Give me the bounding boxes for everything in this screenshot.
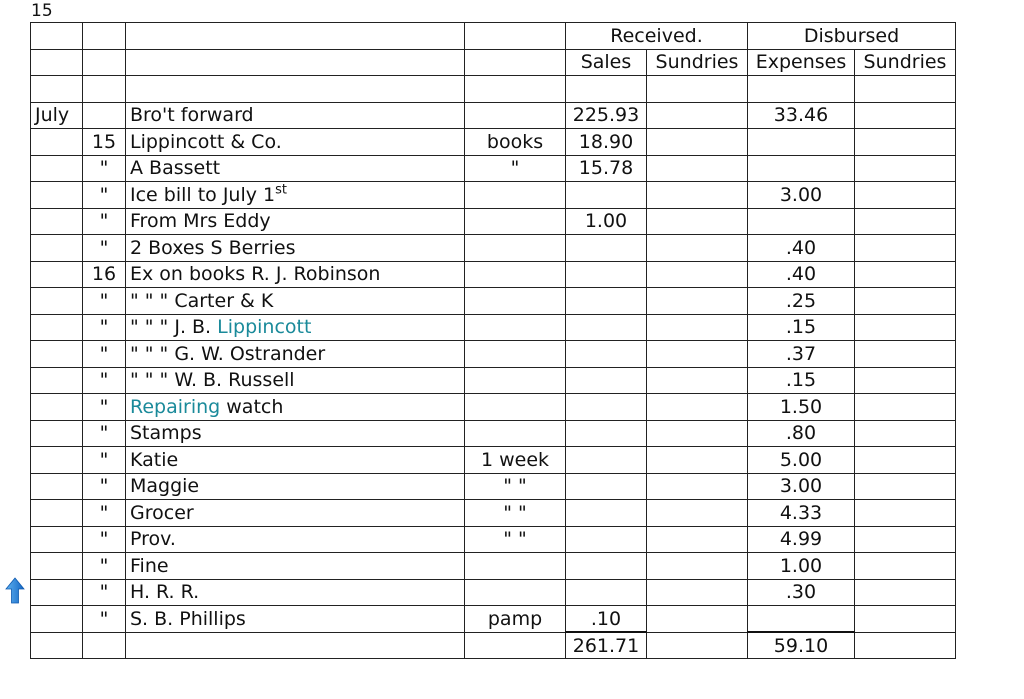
note-cell: books bbox=[465, 129, 566, 156]
disbursed-sundries-cell bbox=[855, 579, 956, 606]
month-cell bbox=[31, 155, 83, 182]
sales-cell: 225.93 bbox=[566, 102, 647, 129]
disbursed-sundries-cell bbox=[855, 102, 956, 129]
blank-cell bbox=[31, 76, 83, 103]
month-cell bbox=[31, 526, 83, 553]
header-cell bbox=[31, 23, 83, 50]
note-cell bbox=[465, 579, 566, 606]
description-cell bbox=[126, 473, 465, 500]
day-cell: " bbox=[83, 579, 126, 606]
received-sundries-cell bbox=[647, 288, 748, 315]
description-text: Lippincott & Co. bbox=[130, 130, 282, 153]
day-cell: 16 bbox=[83, 261, 126, 288]
received-sundries-cell bbox=[647, 367, 748, 394]
day-cell bbox=[83, 102, 126, 129]
sales-cell bbox=[566, 526, 647, 553]
expenses-cell: 1.50 bbox=[748, 394, 855, 421]
blank-row bbox=[31, 76, 956, 103]
note-cell bbox=[465, 394, 566, 421]
disbursed-header: Disbursed bbox=[748, 23, 956, 50]
received-sundries-cell bbox=[647, 235, 748, 262]
month-cell bbox=[31, 235, 83, 262]
sales-cell: 15.78 bbox=[566, 155, 647, 182]
blank-cell bbox=[465, 76, 566, 103]
ledger-row bbox=[31, 182, 956, 209]
description-text: " " " J. B. bbox=[130, 316, 218, 339]
description-cell bbox=[126, 182, 465, 209]
received-sundries-cell bbox=[647, 261, 748, 288]
description-text: 2 Boxes S Berries bbox=[130, 236, 296, 259]
disbursed-sundries-cell bbox=[855, 288, 956, 315]
month-cell bbox=[31, 420, 83, 447]
sales-cell: .10 bbox=[566, 606, 647, 633]
description-text: watch bbox=[220, 395, 284, 418]
month-cell bbox=[31, 341, 83, 368]
expenses-cell: 3.00 bbox=[748, 473, 855, 500]
blank-cell bbox=[126, 632, 465, 659]
sales-cell bbox=[566, 288, 647, 315]
description-text: Maggie bbox=[130, 475, 200, 498]
header-cell bbox=[83, 49, 126, 76]
disbursed-sundries-cell bbox=[855, 341, 956, 368]
month-cell bbox=[31, 447, 83, 474]
description-text: A Bassett bbox=[130, 157, 221, 180]
disbursed-sundries-header: Sundries bbox=[855, 49, 956, 76]
description-cell bbox=[126, 314, 465, 341]
disbursed-sundries-cell bbox=[855, 314, 956, 341]
month-cell bbox=[31, 394, 83, 421]
disbursed-sundries-cell bbox=[855, 473, 956, 500]
description-cell bbox=[126, 261, 465, 288]
description-cell bbox=[126, 102, 465, 129]
expenses-total: 59.10 bbox=[748, 632, 855, 659]
expenses-cell: 4.33 bbox=[748, 500, 855, 527]
ledger-table bbox=[30, 22, 956, 659]
received-sundries-cell bbox=[647, 447, 748, 474]
ledger-row bbox=[31, 341, 956, 368]
expenses-cell: 1.00 bbox=[748, 553, 855, 580]
header-cell bbox=[31, 49, 83, 76]
received-sundries-cell bbox=[647, 579, 748, 606]
received-sundries-cell bbox=[647, 553, 748, 580]
received-sundries-cell bbox=[647, 341, 748, 368]
disbursed-sundries-cell bbox=[855, 420, 956, 447]
header-cell bbox=[83, 23, 126, 50]
blank-cell bbox=[566, 76, 647, 103]
sales-cell bbox=[566, 394, 647, 421]
disbursed-sundries-cell bbox=[855, 261, 956, 288]
description-cell bbox=[126, 579, 465, 606]
sales-cell bbox=[566, 420, 647, 447]
expenses-cell: .40 bbox=[748, 261, 855, 288]
sales-cell bbox=[566, 367, 647, 394]
ledger-row bbox=[31, 420, 956, 447]
disbursed-sundries-cell bbox=[855, 526, 956, 553]
expenses-cell bbox=[748, 129, 855, 156]
ledger-row bbox=[31, 500, 956, 527]
month-cell bbox=[31, 606, 83, 633]
description-cell bbox=[126, 394, 465, 421]
disbursed-sundries-cell bbox=[855, 447, 956, 474]
note-cell bbox=[465, 182, 566, 209]
blank-cell bbox=[83, 632, 126, 659]
month-cell bbox=[31, 129, 83, 156]
ledger-row bbox=[31, 367, 956, 394]
received-sundries-cell bbox=[647, 155, 748, 182]
note-cell: " " bbox=[465, 500, 566, 527]
sales-cell bbox=[566, 579, 647, 606]
ledger-row bbox=[31, 102, 956, 129]
disbursed-sundries-cell bbox=[855, 394, 956, 421]
month-cell bbox=[31, 500, 83, 527]
note-cell bbox=[465, 341, 566, 368]
description-cell bbox=[126, 235, 465, 262]
received-sundries-cell bbox=[647, 473, 748, 500]
description-text: " " " G. W. Ostrander bbox=[130, 342, 326, 365]
description-cell bbox=[126, 341, 465, 368]
disbursed-sundries-cell bbox=[855, 500, 956, 527]
sales-cell bbox=[566, 553, 647, 580]
expenses-cell: 4.99 bbox=[748, 526, 855, 553]
note-cell bbox=[465, 553, 566, 580]
day-cell: " bbox=[83, 314, 126, 341]
ledger-row bbox=[31, 129, 956, 156]
month-cell bbox=[31, 261, 83, 288]
header-row-top bbox=[31, 23, 956, 50]
sales-cell bbox=[566, 314, 647, 341]
month-cell bbox=[31, 208, 83, 235]
sales-cell: 1.00 bbox=[566, 208, 647, 235]
note-cell: " " bbox=[465, 526, 566, 553]
received-sundries-cell bbox=[647, 102, 748, 129]
description-text: Fine bbox=[130, 554, 169, 577]
day-cell: " bbox=[83, 288, 126, 315]
ledger-row bbox=[31, 394, 956, 421]
blank-cell bbox=[126, 76, 465, 103]
blank-cell bbox=[31, 632, 83, 659]
note-cell: 1 week bbox=[465, 447, 566, 474]
header-cell bbox=[126, 23, 465, 50]
description-text: Stamps bbox=[130, 422, 202, 445]
sales-total: 261.71 bbox=[566, 632, 647, 659]
description-text: S. B. Phillips bbox=[130, 607, 246, 630]
description-cell bbox=[126, 553, 465, 580]
day-cell: " bbox=[83, 182, 126, 209]
disbursed-sundries-cell bbox=[855, 367, 956, 394]
received-sundries-cell bbox=[647, 394, 748, 421]
description-text: Ex on books R. J. Robinson bbox=[130, 263, 381, 286]
blank-cell bbox=[647, 632, 748, 659]
month-cell bbox=[31, 553, 83, 580]
day-cell: " bbox=[83, 473, 126, 500]
description-cell bbox=[126, 129, 465, 156]
day-cell: " bbox=[83, 235, 126, 262]
disbursed-sundries-cell bbox=[855, 606, 956, 633]
blank-cell bbox=[855, 632, 956, 659]
disbursed-sundries-cell bbox=[855, 129, 956, 156]
header-cell bbox=[465, 23, 566, 50]
expenses-cell: .15 bbox=[748, 367, 855, 394]
sales-cell bbox=[566, 447, 647, 474]
month-cell bbox=[31, 314, 83, 341]
description-text: Ice bill to July 1 bbox=[130, 183, 276, 206]
sales-header: Sales bbox=[566, 49, 647, 76]
ledger-row bbox=[31, 526, 956, 553]
received-sundries-cell bbox=[647, 182, 748, 209]
description-text: Bro't forward bbox=[130, 104, 254, 127]
month-cell bbox=[31, 579, 83, 606]
ledger-row bbox=[31, 553, 956, 580]
day-cell: " bbox=[83, 394, 126, 421]
note-cell: " " bbox=[465, 473, 566, 500]
description-text: Katie bbox=[130, 448, 179, 471]
sales-cell bbox=[566, 235, 647, 262]
description-text: From Mrs Eddy bbox=[130, 210, 271, 233]
blank-cell bbox=[465, 632, 566, 659]
day-cell: " bbox=[83, 526, 126, 553]
month-cell bbox=[31, 288, 83, 315]
month-cell bbox=[31, 182, 83, 209]
expenses-cell: .30 bbox=[748, 579, 855, 606]
received-sundries-cell bbox=[647, 314, 748, 341]
day-cell: " bbox=[83, 606, 126, 633]
expenses-cell: .37 bbox=[748, 341, 855, 368]
disbursed-sundries-cell bbox=[855, 182, 956, 209]
description-cell bbox=[126, 367, 465, 394]
description-text: H. R. R. bbox=[130, 581, 200, 604]
note-cell bbox=[465, 367, 566, 394]
day-cell: " bbox=[83, 553, 126, 580]
blank-cell bbox=[748, 76, 855, 103]
note-cell bbox=[465, 208, 566, 235]
note-cell bbox=[465, 235, 566, 262]
description-cell bbox=[126, 208, 465, 235]
received-sundries-cell bbox=[647, 129, 748, 156]
ledger-row bbox=[31, 473, 956, 500]
sales-cell bbox=[566, 341, 647, 368]
description-cell bbox=[126, 526, 465, 553]
sales-cell bbox=[566, 182, 647, 209]
note-cell bbox=[465, 102, 566, 129]
received-sundries-cell bbox=[647, 526, 748, 553]
disbursed-sundries-cell bbox=[855, 553, 956, 580]
blank-cell bbox=[855, 76, 956, 103]
sales-cell bbox=[566, 261, 647, 288]
sales-cell: 18.90 bbox=[566, 129, 647, 156]
description-cell bbox=[126, 606, 465, 633]
day-cell: " bbox=[83, 500, 126, 527]
description-cell bbox=[126, 447, 465, 474]
received-sundries-cell bbox=[647, 208, 748, 235]
day-cell: " bbox=[83, 208, 126, 235]
highlighted-word[interactable]: Repairing bbox=[130, 395, 221, 418]
note-cell bbox=[465, 420, 566, 447]
expenses-cell: .25 bbox=[748, 288, 855, 315]
header-row-sub bbox=[31, 49, 956, 76]
expenses-header: Expenses bbox=[748, 49, 855, 76]
day-cell: " bbox=[83, 155, 126, 182]
expenses-cell: 33.46 bbox=[748, 102, 855, 129]
month-cell: July bbox=[31, 102, 83, 129]
disbursed-sundries-cell bbox=[855, 208, 956, 235]
month-cell bbox=[31, 367, 83, 394]
ledger-row bbox=[31, 288, 956, 315]
disbursed-sundries-cell bbox=[855, 155, 956, 182]
ledger-row bbox=[31, 208, 956, 235]
expenses-cell: .80 bbox=[748, 420, 855, 447]
totals-row bbox=[31, 632, 956, 659]
up-arrow-icon[interactable] bbox=[5, 577, 25, 605]
received-sundries-header: Sundries bbox=[647, 49, 748, 76]
expenses-cell bbox=[748, 606, 855, 633]
ledger-row bbox=[31, 155, 956, 182]
expenses-cell: 5.00 bbox=[748, 447, 855, 474]
description-cell bbox=[126, 500, 465, 527]
received-sundries-cell bbox=[647, 420, 748, 447]
note-cell: pamp bbox=[465, 606, 566, 633]
description-text: " " " Carter & K bbox=[130, 289, 274, 312]
expenses-cell: .40 bbox=[748, 235, 855, 262]
highlighted-word[interactable]: Lippincott bbox=[217, 316, 312, 339]
header-cell bbox=[465, 49, 566, 76]
ledger-row bbox=[31, 579, 956, 606]
received-header: Received. bbox=[566, 23, 748, 50]
day-cell: " bbox=[83, 341, 126, 368]
header-cell bbox=[126, 49, 465, 76]
blank-cell bbox=[647, 76, 748, 103]
expenses-cell: 3.00 bbox=[748, 182, 855, 209]
note-cell bbox=[465, 314, 566, 341]
description-cell bbox=[126, 288, 465, 315]
ledger-row bbox=[31, 447, 956, 474]
ledger-row bbox=[31, 235, 956, 262]
description-cell bbox=[126, 155, 465, 182]
description-text: " " " W. B. Russell bbox=[130, 369, 295, 392]
page-number: 15 bbox=[31, 1, 53, 21]
description-text: Grocer bbox=[130, 501, 194, 524]
expenses-cell bbox=[748, 155, 855, 182]
description-cell bbox=[126, 420, 465, 447]
note-cell: " bbox=[465, 155, 566, 182]
blank-cell bbox=[83, 76, 126, 103]
note-cell bbox=[465, 261, 566, 288]
day-cell: 15 bbox=[83, 129, 126, 156]
note-cell bbox=[465, 288, 566, 315]
ledger-row bbox=[31, 261, 956, 288]
expenses-cell bbox=[748, 208, 855, 235]
received-sundries-cell bbox=[647, 500, 748, 527]
description-text: Prov. bbox=[130, 528, 176, 551]
day-cell: " bbox=[83, 420, 126, 447]
ledger-row bbox=[31, 314, 956, 341]
disbursed-sundries-cell bbox=[855, 235, 956, 262]
day-cell: " bbox=[83, 447, 126, 474]
expenses-cell: .15 bbox=[748, 314, 855, 341]
sales-cell bbox=[566, 473, 647, 500]
month-cell bbox=[31, 473, 83, 500]
received-sundries-cell bbox=[647, 606, 748, 633]
day-cell: " bbox=[83, 367, 126, 394]
ledger-row bbox=[31, 606, 956, 633]
sales-cell bbox=[566, 500, 647, 527]
superscript: st bbox=[275, 182, 288, 198]
